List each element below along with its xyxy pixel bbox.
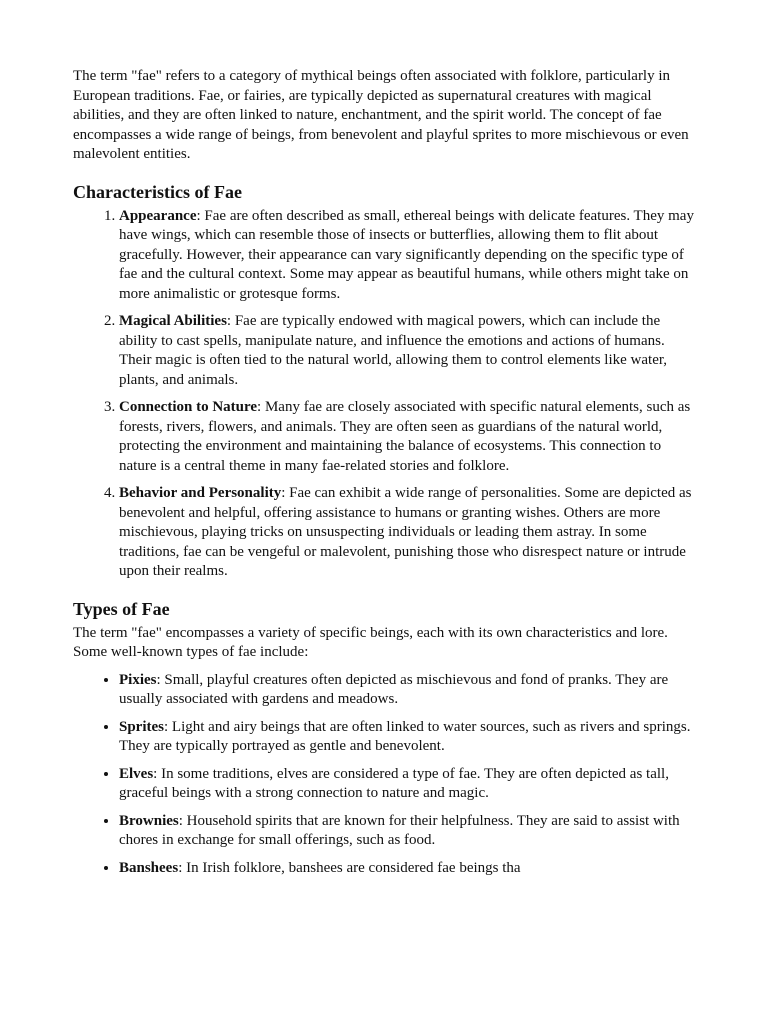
item-term: Pixies: [119, 671, 157, 688]
item-text: : Fae are typically endowed with magical powers, which can include the ability to cast spells, manipulate nature, and influence the emotions and actions of humans. Their magic is often tied to the natural world, allowing them to control elements like water, plants, and animals.: [119, 313, 667, 388]
item-term: Elves: [119, 765, 154, 782]
list-item: [119, 207, 695, 305]
types-list: [73, 671, 695, 879]
item-text: : Household spirits that are known for their helpfulness. They are said to assist with chores in exchange for small offerings, such as food.: [119, 812, 680, 848]
item-text: : Small, playful creatures often depicted as mischievous and fond of pranks. They are usually associated with gardens and meadows.: [119, 671, 669, 707]
list-item: [119, 398, 695, 476]
types-heading: Types of Fae: [73, 598, 170, 619]
item-term: Sprites: [119, 718, 164, 735]
list-item: [119, 859, 695, 879]
characteristics-list: [73, 207, 695, 582]
characteristics-heading: Characteristics of Fae: [73, 181, 242, 202]
list-item: [119, 765, 695, 804]
item-term: Behavior and Personality: [119, 485, 282, 501]
types-section: [73, 597, 695, 879]
intro-paragraph: The term "fae" refers to a category of mythical beings often associated with folklore, particularly in European traditions. Fae, or fairies, are typically depicted as supernatural creatures with magical abilities, and they are often linked to nature, enchantment, and the spirit world. The concept of fae encompasses a wide range of beings, from benevolent and playful sprites to more mischievous or even malevolent entities.: [73, 68, 689, 162]
list-item: [119, 312, 695, 390]
list-item: [119, 484, 695, 582]
item-term: Appearance: [119, 207, 197, 224]
item-term: Connection to Nature: [119, 399, 258, 415]
item-term: Brownies: [119, 812, 179, 829]
item-text: : Many fae are closely associated with specific natural elements, such as forests, rivers, flowers, and animals. They are often seen as guardians of the natural world, protecting the environment and maintaining the balance of ecosystems. This connection to nature is a central theme in many fae-related stories and folklore.: [119, 399, 691, 474]
list-item: [119, 671, 695, 710]
item-term: Banshees: [119, 859, 179, 876]
item-text: : In Irish folklore, banshees are considered fae beings tha: [178, 859, 521, 876]
item-text: : Light and airy beings that are often linked to water sources, such as rivers and springs. They are typically portrayed as gentle and benevolent.: [119, 718, 691, 754]
types-intro: The term "fae" encompasses a variety of specific beings, each with its own characteristics and lore. Some well-known types of fae include:: [73, 624, 668, 660]
item-term: Magical Abilities: [119, 313, 227, 329]
item-text: : In some traditions, elves are considered a type of fae. They are often depicted as tall, graceful beings with a strong connection to nature and magic.: [119, 765, 669, 801]
item-text: : Fae are often described as small, ethereal beings with delicate features. They may have wings, which can resemble those of insects or butterflies, allowing them to flit about gracefully. However, their appearance can vary significantly depending on the specific type of fae and the cultural context. Some may appear as beautiful humans, while others might take on more animalistic or grotesque forms.: [119, 207, 694, 302]
list-item: [119, 812, 695, 851]
list-item: [119, 718, 695, 757]
item-text: : Fae can exhibit a wide range of personalities. Some are depicted as benevolent and helpful, offering assistance to humans or granting wishes. Others are more mischievous, playing tricks on unsuspecting individuals or leading them astray. In some traditions, fae can be vengeful or malevolent, punishing those who disrespect nature or intrude upon their realms.: [119, 485, 692, 579]
